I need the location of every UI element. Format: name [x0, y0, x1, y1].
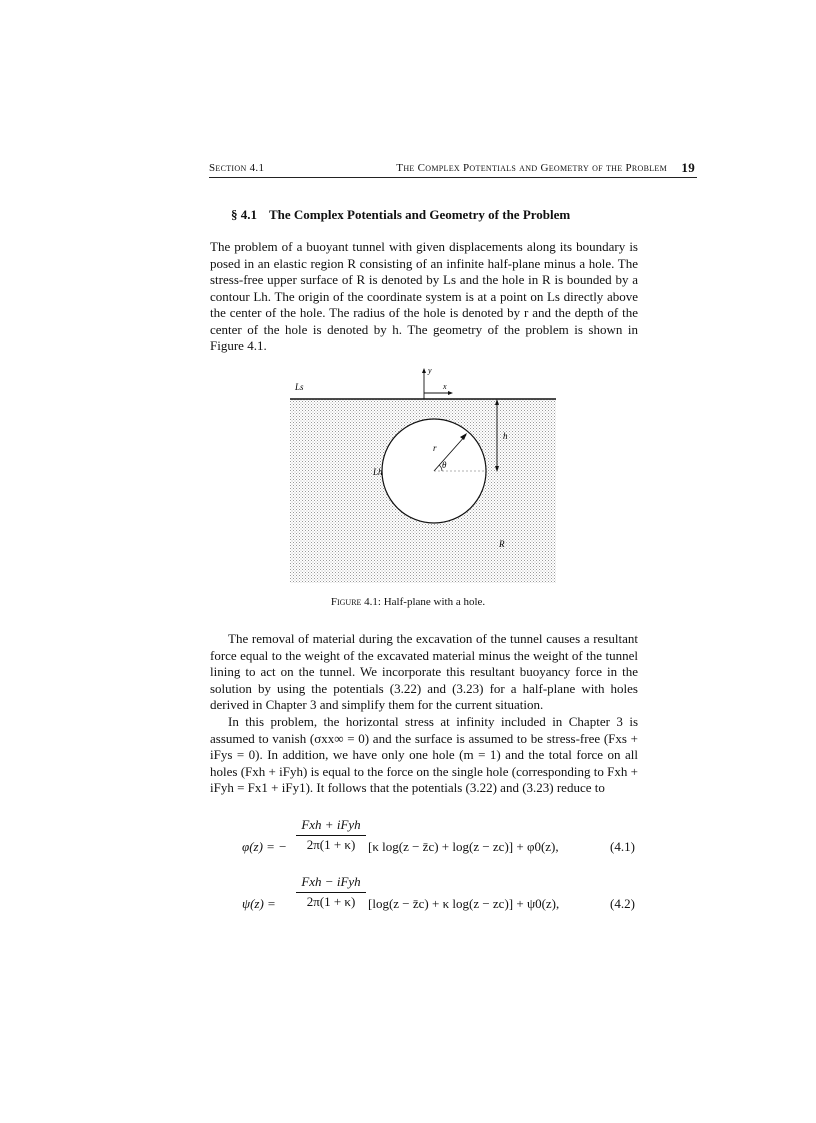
paragraph-buoyancy: The removal of material during the excavation of the tunnel causes a resultant force equal to the weight of the excavated material minus the weight of the tunnel lining to act on the tunnel. We incorporate this resultant buoyancy force in the solution by using the potentials (3.22) and (3.23) for a half-plane with holes derived in Chapter 3 and simplify them for the current situation.: [210, 631, 638, 712]
page-number: 19: [681, 160, 695, 175]
label-x-axis: x: [443, 382, 447, 391]
figure-half-plane: [290, 365, 560, 585]
label-region: R: [499, 539, 505, 549]
label-radius: r: [433, 443, 437, 453]
equation-rhs: [log(z − z̄c) + κ log(z − zc)] + ψ0(z),: [368, 896, 560, 911]
header-section: Section 4.1: [209, 162, 265, 174]
label-surface: Ls: [295, 382, 304, 392]
fraction-numerator: Fxh + iFyh: [296, 817, 366, 836]
header-rule: [209, 177, 697, 178]
equation-lhs: ψ(z) =: [242, 896, 276, 911]
y-axis-arrowhead: [422, 368, 426, 373]
label-contour: Lh: [373, 467, 383, 477]
paragraph-intro: The problem of a buoyant tunnel with given displacements along its boundary is posed in an elastic region R consisting of an infinite half-plane minus a hole. The stress-free upper surface of R is denoted by Ls and the hole in R is bounded by a contour Lh. The origin of the coordinate system is at a point on Ls directly above the center of the hole. The radius of the hole is denoted by r and the depth of the center of the hole is denoted by h. The geometry of the problem is shown in Figure 4.1.: [210, 239, 638, 353]
equation-4-2: [230, 870, 650, 932]
section-heading: [231, 207, 570, 223]
caption-text: Half-plane with a hole.: [383, 596, 486, 608]
fraction-numerator: Fxh − iFyh: [296, 874, 366, 893]
equation-lhs: φ(z) = −: [242, 839, 287, 854]
label-y-axis: y: [428, 366, 432, 375]
section-title: The Complex Potentials and Geometry of the Problem: [269, 207, 571, 222]
paragraph-simplification: In this problem, the horizontal stress at infinity included in Chapter 3 is assumed to vanish (σxx∞ = 0) and the surface is assumed to be stress-free (Fxs + iFys = 0). In addition, we have only one hole (m = 1) and the total force on all holes (Fxh + iFyh) is equal to the force on the single hole (corresponding to Fxh + iFyh = Fx1 + iFy1). It follows that the potentials (3.22) and (3.23) reduce to: [210, 714, 638, 795]
fraction: [296, 817, 366, 853]
fraction-denominator: 2π(1 + κ): [306, 837, 356, 852]
label-angle: θ: [442, 460, 447, 470]
figure-caption: [0, 596, 816, 608]
x-axis-arrowhead: [448, 391, 453, 395]
equation-4-1: [230, 813, 650, 875]
header-chapter-title: The Complex Potentials and Geometry of the Problem: [396, 162, 667, 174]
section-number: § 4.1: [231, 207, 257, 222]
caption-label: Figure 4.1:: [330, 596, 381, 608]
label-depth: h: [503, 431, 508, 441]
equation-number: (4.2): [610, 896, 635, 911]
fraction: [296, 874, 366, 910]
fraction-denominator: 2π(1 + κ): [306, 894, 356, 909]
equation-rhs: [κ log(z − z̄c) + log(z − zc)] + φ0(z),: [368, 839, 559, 854]
equation-number: (4.1): [610, 839, 635, 854]
